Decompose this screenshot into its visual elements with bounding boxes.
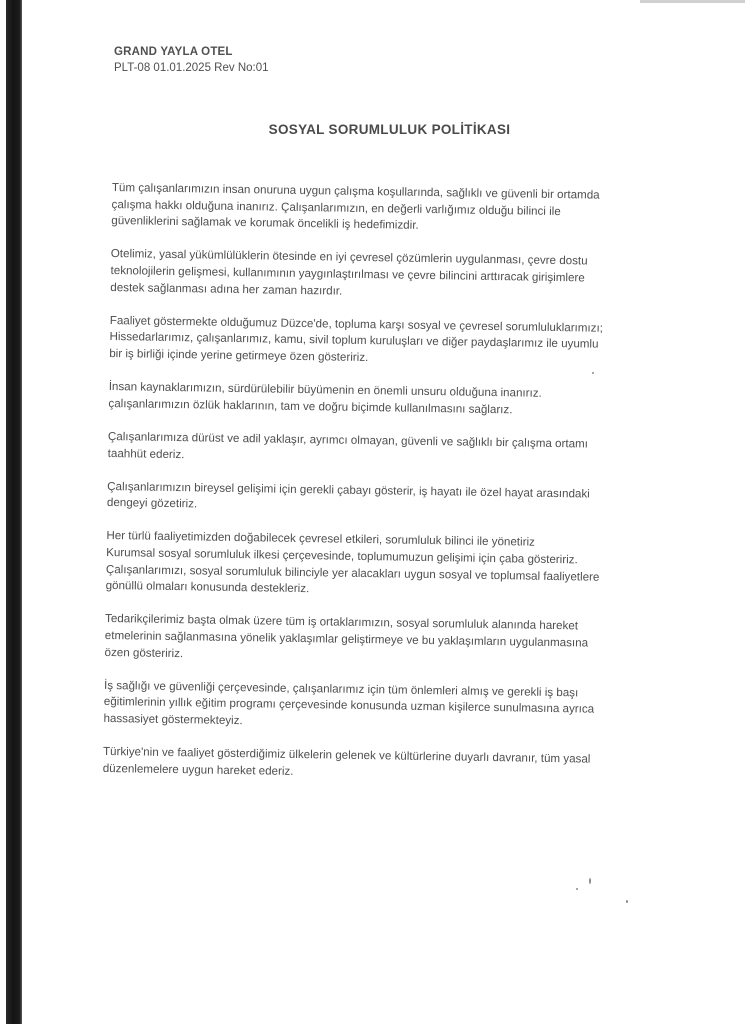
- policy-paragraph: [111, 180, 657, 238]
- scan-speck: [589, 878, 591, 884]
- paragraph-line: etmelerinin sağlanmasına yönelik yaklaşımlar geliştirmeye ve bu yaklaşımların uygulanmasına: [104, 628, 589, 650]
- paragraph-line: çalışma hakkı olduğuna inanırız. Çalışanlarımızın, en değerli varlığımız olduğu bilinci ile: [111, 197, 561, 218]
- paragraph-line: Otelimiz, yasal yükümlülüklerin ötesinde en iyi çevresel çözümlerin uygulanması, çevre dostu: [110, 247, 588, 268]
- policy-paragraph: [108, 379, 653, 421]
- paragraph-line: Tüm çalışanlarımızın insan onuruna uygun çalışma koşullarında, sağlıklı ve güvenli bir ortamda: [111, 180, 600, 202]
- policy-paragraph: [105, 528, 651, 603]
- policy-paragraph: [107, 479, 652, 521]
- scan-speck: [592, 372, 594, 374]
- paragraph-line: Çalışanlarımıza dürüst ve adil yaklaşır, ayrımcı olmayan, güvenli ve sağlıklı bir çalışma ortamı: [107, 429, 589, 451]
- scan-speck: [576, 888, 578, 890]
- policy-paragraph: [109, 313, 655, 371]
- paragraph-line: Türkiye'nin ve faaliyet gösterdiğimiz ülkelerin gelenek ve kültürlerine duyarlı davranır, tüm yasal: [102, 745, 591, 766]
- paragraph-line: Çalışanlarımızı, sosyal sorumluluk bilinciyle yer alacakları uygun sosyal ve toplumsal faaliyetlere: [105, 562, 600, 584]
- paragraph-line: Çalışanlarımızın bireysel gelişimi için gerekli çabayı gösterir, iş hayatı ile özel hayat arasındaki: [107, 479, 590, 501]
- paragraph-line: İnsan kaynaklarımızın, sürdürülebilir büyümenin en önemli unsuru olduğuna inanırız.: [108, 380, 542, 400]
- policy-body: [102, 180, 657, 802]
- paragraph-line: güvenliklerini sağlamak ve korumak öncelikli iş hedefimizdir.: [111, 214, 419, 233]
- paragraph-line: Faaliyet göstermekte olduğumuz Düzce'de, topluma karşı sosyal ve çevresel sorumluluklarımızı;: [109, 313, 604, 335]
- page-title: SOSYAL SORUMLULUK POLİTİKASI: [268, 122, 511, 137]
- scan-speck: [626, 900, 628, 903]
- paragraph-line: destek sağlanması adına her zaman hazırdır.: [110, 280, 343, 298]
- paragraph-line: bir iş birliği içinde yerine getirmeye özen gösteririz.: [109, 346, 369, 364]
- policy-paragraph: [104, 611, 650, 669]
- paragraph-line: Tedarikçilerimiz başta olmak üzere tüm iş ortaklarımızın, sosyal sorumluluk alanında hareket: [105, 612, 579, 633]
- scan-top-edge: [640, 0, 745, 3]
- policy-paragraph: [103, 678, 649, 736]
- paragraph-line: dengeyi gözetiriz.: [106, 496, 198, 511]
- paragraph-line: Her türlü faaliyetimizden doğabilecek çevresel etkileri, sorumluluk bilinci ile yönetiriz: [106, 529, 535, 550]
- company-name: GRAND YAYLA OTEL: [114, 46, 233, 58]
- policy-paragraph: [108, 429, 653, 471]
- paragraph-line: teknolojilerin gelişmesi, kullanımının yaygınlaştırılması ve çevre bilincini arttıracak girişimlere: [110, 263, 585, 285]
- document-header: [114, 44, 269, 76]
- document-reference: PLT-08 01.01.2025 Rev No:01: [114, 62, 269, 74]
- paragraph-line: hassasiyet göstermekteyiz.: [103, 711, 243, 728]
- policy-paragraph: [103, 744, 648, 786]
- paragraph-line: Kurumsal sosyal sorumluluk ilkesi çerçevesinde, toplumumuzun gelişimi için çaba gösteririz.: [106, 546, 578, 567]
- paragraph-line: taahhüt ederiz.: [107, 446, 185, 461]
- paragraph-line: gönüllü olmaları konusunda destekleriz.: [105, 579, 310, 596]
- paragraph-line: İş sağlığı ve güvenliği çerçevesinde, çalışanlarımız için tüm önlemleri almış ve gerekli iş başı: [103, 678, 579, 700]
- paragraph-line: düzenlemelere uygun hareket ederiz.: [102, 761, 294, 778]
- policy-paragraph: [110, 246, 656, 304]
- paragraph-line: eğitimlerinin yıllık eğitim programı çerçevesinde konusunda uzman kişilerce sunulmasına ayrıca: [103, 695, 595, 717]
- paragraph-line: Hissedarlarımız, çalışanlarımız, kamu, sivil toplum kuruluşları ve diğer paydaşlarımız ile uyumlu: [109, 330, 599, 352]
- scan-shadow-edge: [6, 0, 22, 1024]
- paragraph-line: çalışanlarımızın özlük haklarının, tam ve doğru biçimde kullanılmasını sağlarız.: [108, 396, 513, 417]
- paragraph-line: özen gösteririz.: [104, 645, 184, 660]
